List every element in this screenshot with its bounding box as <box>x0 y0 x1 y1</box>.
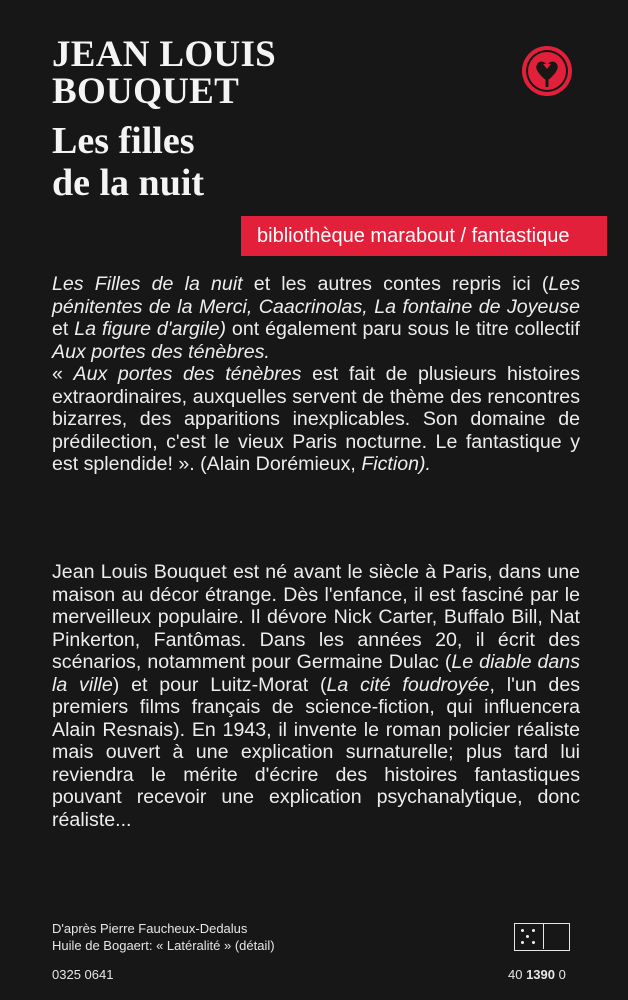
marabout-heart-logo-icon <box>521 45 573 97</box>
blurb-quote-run: est fait de plusieurs histoires extraordinaires, auxquelles servent de thème des rencontres bizarres, des apparitions inexplicables. Son domaine de prédilection, c'est le vieux Paris nocturne. Le fantastique y est splendide! ». (Alain Dorémieux, <box>52 363 580 475</box>
blurb-quote-run: Aux portes des ténèbres <box>73 363 302 385</box>
credit-line-1: D'après Pierre Faucheux-Dedalus <box>52 921 248 936</box>
author-bio-run: , l'un des premiers films français de science-fiction, qui influencera Alain Resnais). En 1943, il invente le roman policier réaliste mais ouvert à une explication surnaturelle; plus tard lui reviendra le mérite d'écrire des histoires fantastiques pouvant recevoir une explication psychanalytique, donc réaliste... <box>52 673 581 831</box>
author-line-1: JEAN LOUIS <box>52 34 277 75</box>
blurb-intro-run: Les Filles de la nuit <box>52 273 243 295</box>
author-bio-run: ) et pour Luitz-Morat ( <box>112 673 327 696</box>
title-line-2: de la nuit <box>52 162 205 204</box>
price-code-main: 1390 <box>526 967 555 982</box>
price-code-suffix: 0 <box>555 967 566 982</box>
blurb-quote-run: Fiction). <box>361 453 431 475</box>
price-code <box>508 967 566 982</box>
isbn-number: 0325 0641 <box>52 967 114 982</box>
blurb-quote <box>52 363 580 476</box>
author-bio-run: Le diable dans la ville <box>52 651 581 696</box>
author-name <box>52 36 276 110</box>
cover-credits <box>52 920 275 954</box>
blurb-quote-run: « <box>52 363 74 385</box>
blurb-intro-run: ont également paru sous le titre collectif <box>226 318 581 340</box>
author-bio-run: La cité foudroyée <box>326 673 490 696</box>
blurb-intro-run: Les pénitentes de la Merci, Caacrinolas, La fontaine de Joyeuse <box>52 273 580 318</box>
blurb-intro-run: La figure d'argile) <box>74 318 226 340</box>
book-title <box>52 120 204 204</box>
blurb-paragraph-2 <box>52 561 580 831</box>
price-code-box-icon <box>514 923 570 951</box>
author-bio-run: Jean Louis Bouquet est né avant le siècle à Paris, dans une maison au décor étrange. Dès l'enfance, il est fasciné par le merveilleux populaire. Il dévore Nick Carter, Buffalo Bill, Nat Pinkerton, Fantômas. Dans les années 20, il écrit des scénarios, notamment pour Germaine Dulac ( <box>52 561 580 673</box>
blurb-paragraph-1 <box>52 273 580 476</box>
blurb-intro-run: et <box>52 318 75 340</box>
collection-banner: bibliothèque marabout / fantastique <box>241 216 607 256</box>
title-line-1: Les filles <box>52 120 195 162</box>
blurb-intro-run: Aux portes des ténèbres. <box>52 340 270 363</box>
author-line-2: BOUQUET <box>52 71 240 112</box>
credit-line-2: Huile de Bogaert: « Latéralité » (détail) <box>52 938 275 953</box>
blurb-intro-run: et les autres contes repris ici ( <box>242 273 549 295</box>
price-code-prefix: 40 <box>508 967 527 982</box>
blurb-intro <box>52 273 580 363</box>
